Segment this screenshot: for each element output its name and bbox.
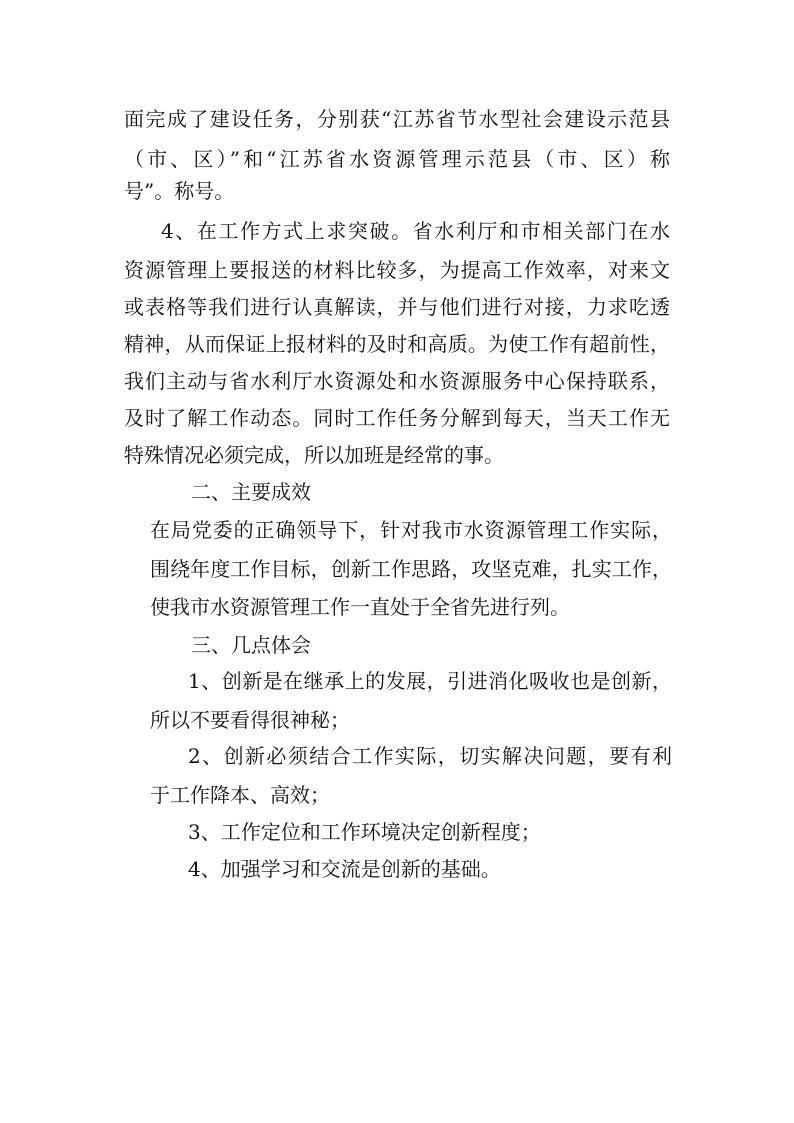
paragraph-line: 精神，从而保证上报材料的及时和高质。为使工作有超前性， xyxy=(124,332,670,356)
paragraph-line: （市、区）”和“江苏省水资源管理示范县（市、区）称 xyxy=(124,147,670,171)
list-item-line: 1、创新是在继承上的发展，引进消化吸收也是创新， xyxy=(188,669,672,693)
section-heading-main-results: 二、主要成效 xyxy=(191,480,311,504)
paragraph-line: 面完成了建设任务，分别获“江苏省节水型社会建设示范县 xyxy=(124,107,670,131)
list-item-line: 3、工作定位和工作环境决定创新程度； xyxy=(188,820,541,844)
paragraph-line: 4、在工作方式上求突破。省水利厅和市相关部门在水 xyxy=(161,219,670,243)
paragraph-line: 及时了解工作动态。同时工作任务分解到每天，当天工作无 xyxy=(124,406,670,430)
paragraph-line: 号”。称号。 xyxy=(124,179,235,203)
paragraph-line: 或表格等我们进行认真解读，并与他们进行对接，力求吃透 xyxy=(124,295,670,319)
paragraph-line: 围绕年度工作目标，创新工作思路，攻坚克难，扎实工作， xyxy=(150,557,672,581)
paragraph-line: 使我市水资源管理工作一直处于全省先进行列。 xyxy=(150,595,570,619)
paragraph-line: 资源管理上要报送的材料比较多，为提高工作效率，对来文 xyxy=(124,258,670,282)
paragraph-line: 在局党委的正确领导下，针对我市水资源管理工作实际， xyxy=(150,518,672,542)
list-item-line: 2、创新必须结合工作实际，切实解决问题，要有利 xyxy=(188,744,672,768)
list-item-line: 于工作降本、高效； xyxy=(150,783,330,807)
paragraph-line: 我们主动与省水利厅水资源处和水资源服务中心保持联系， xyxy=(124,369,670,393)
list-item-line: 4、加强学习和交流是创新的基础。 xyxy=(188,857,501,881)
paragraph-line: 特殊情况必须完成，所以加班是经常的事。 xyxy=(124,443,504,467)
section-heading-experience: 三、几点体会 xyxy=(191,633,311,657)
list-item-line: 所以不要看得很神秘； xyxy=(150,708,350,732)
